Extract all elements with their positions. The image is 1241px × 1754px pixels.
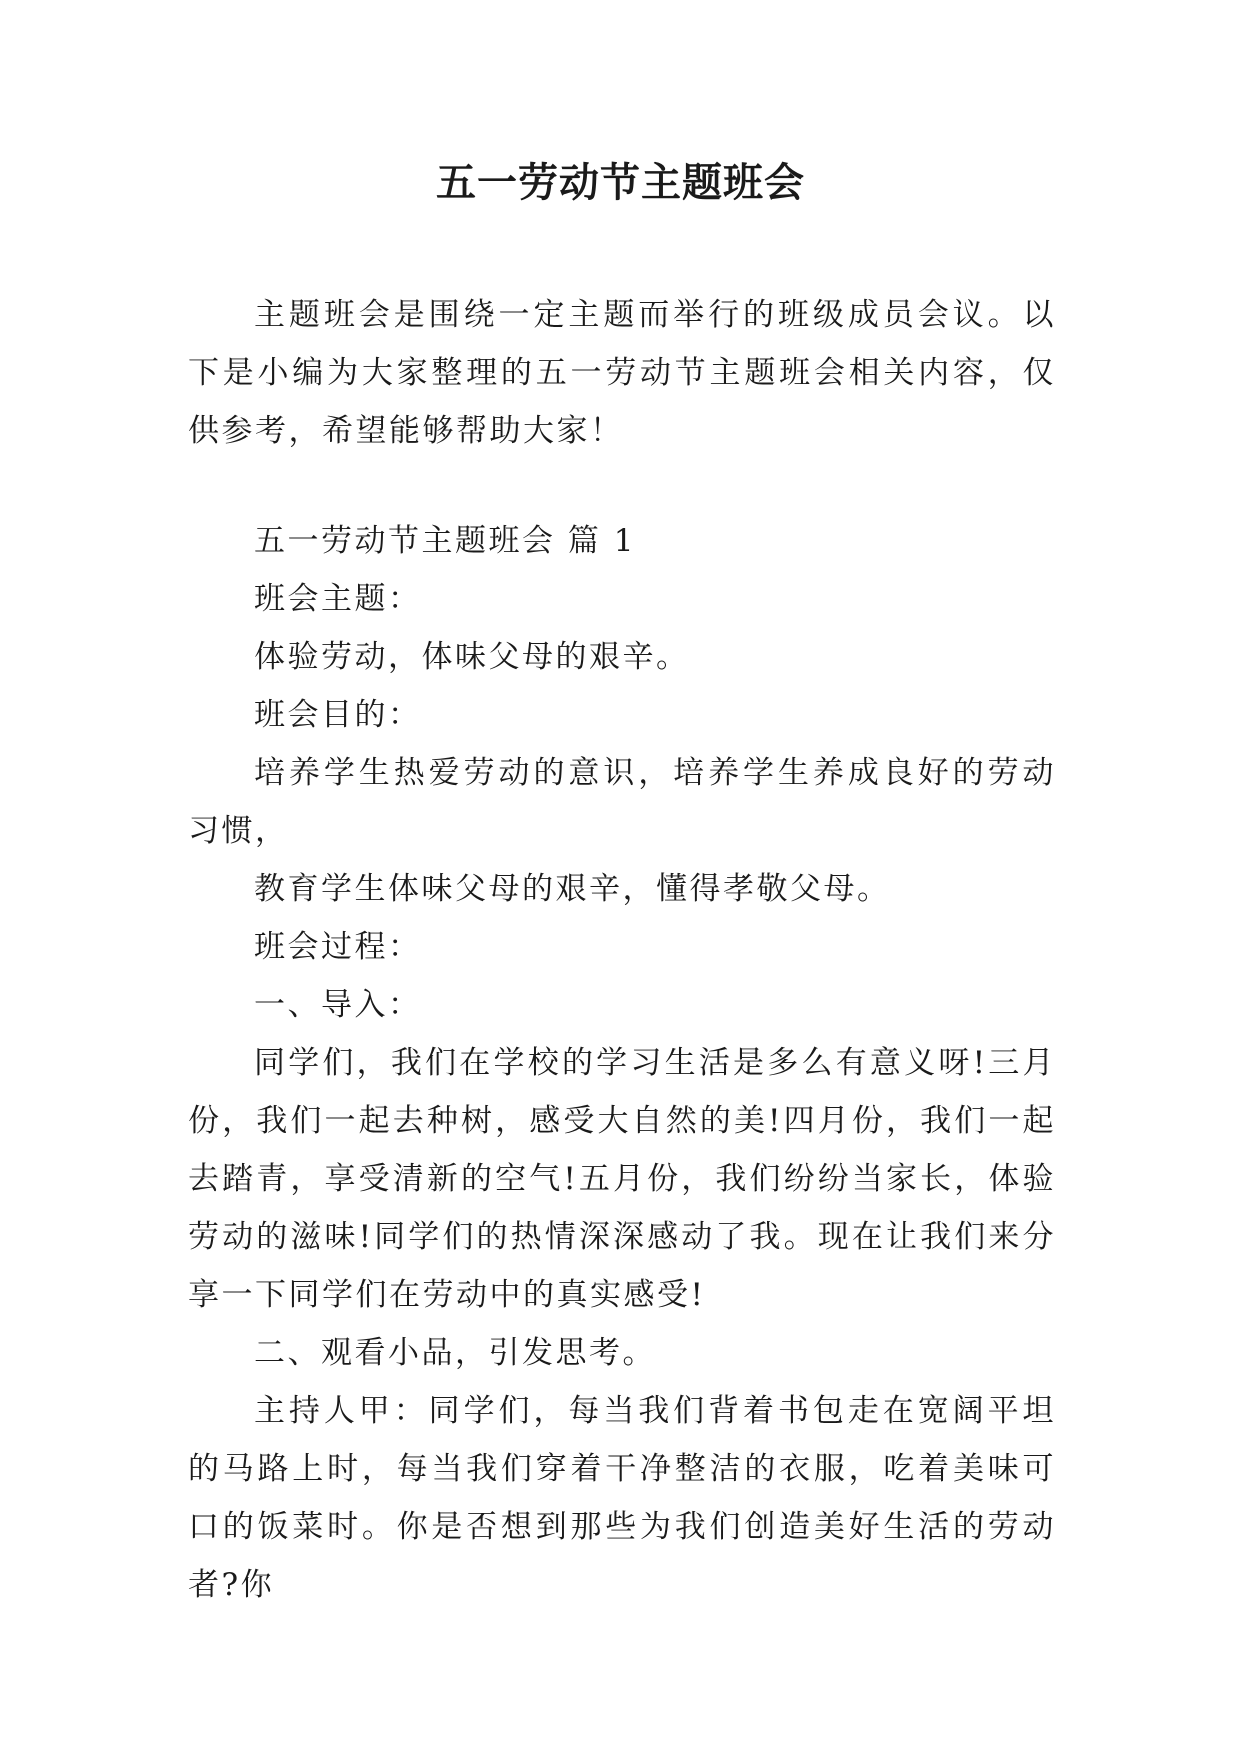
meeting-purpose-text-2: 教育学生体味父母的艰辛，懂得孝敬父母。 (254, 871, 891, 907)
meeting-purpose-text-1: 培养学生热爱劳动的意识，培养学生养成良好的劳动习惯， (188, 755, 1056, 849)
meeting-purpose-label: 班会目的： (254, 697, 422, 733)
meeting-process-label: 班会过程： (254, 929, 422, 965)
document-body (188, 286, 1056, 1614)
document-title: 五一劳动节主题班会 (436, 159, 805, 206)
step-one-heading: 一、导入： (254, 987, 422, 1023)
step-one-text: 同学们，我们在学校的学习生活是多么有意义呀!三月份，我们一起去种树，感受大自然的美!四月份，我们一起去踏青，享受清新的空气!五月份，我们纷纷当家长，体验劳动的滋味!同学们的热情深深感动了我。现在让我们来分享一下同学们在劳动中的真实感受! (188, 1045, 1056, 1313)
section-heading: 五一劳动节主题班会 篇 1 (254, 523, 636, 559)
host-a-speech: 主持人甲：同学们，每当我们背着书包走在宽阔平坦的马路上时，每当我们穿着干净整洁的衣服，吃着美味可口的饭菜时。你是否想到那些为我们创造美好生活的劳动者?你 (188, 1393, 1056, 1603)
step-two-heading: 二、观看小品，引发思考。 (254, 1335, 656, 1371)
section-gap (188, 460, 1056, 512)
meeting-theme-label: 班会主题： (254, 581, 422, 617)
intro-paragraph: 主题班会是围绕一定主题而举行的班级成员会议。以下是小编为大家整理的五一劳动节主题班会相关内容，仅供参考，希望能够帮助大家！ (188, 297, 1056, 449)
meeting-theme-text: 体验劳动，体味父母的艰辛。 (254, 639, 690, 675)
